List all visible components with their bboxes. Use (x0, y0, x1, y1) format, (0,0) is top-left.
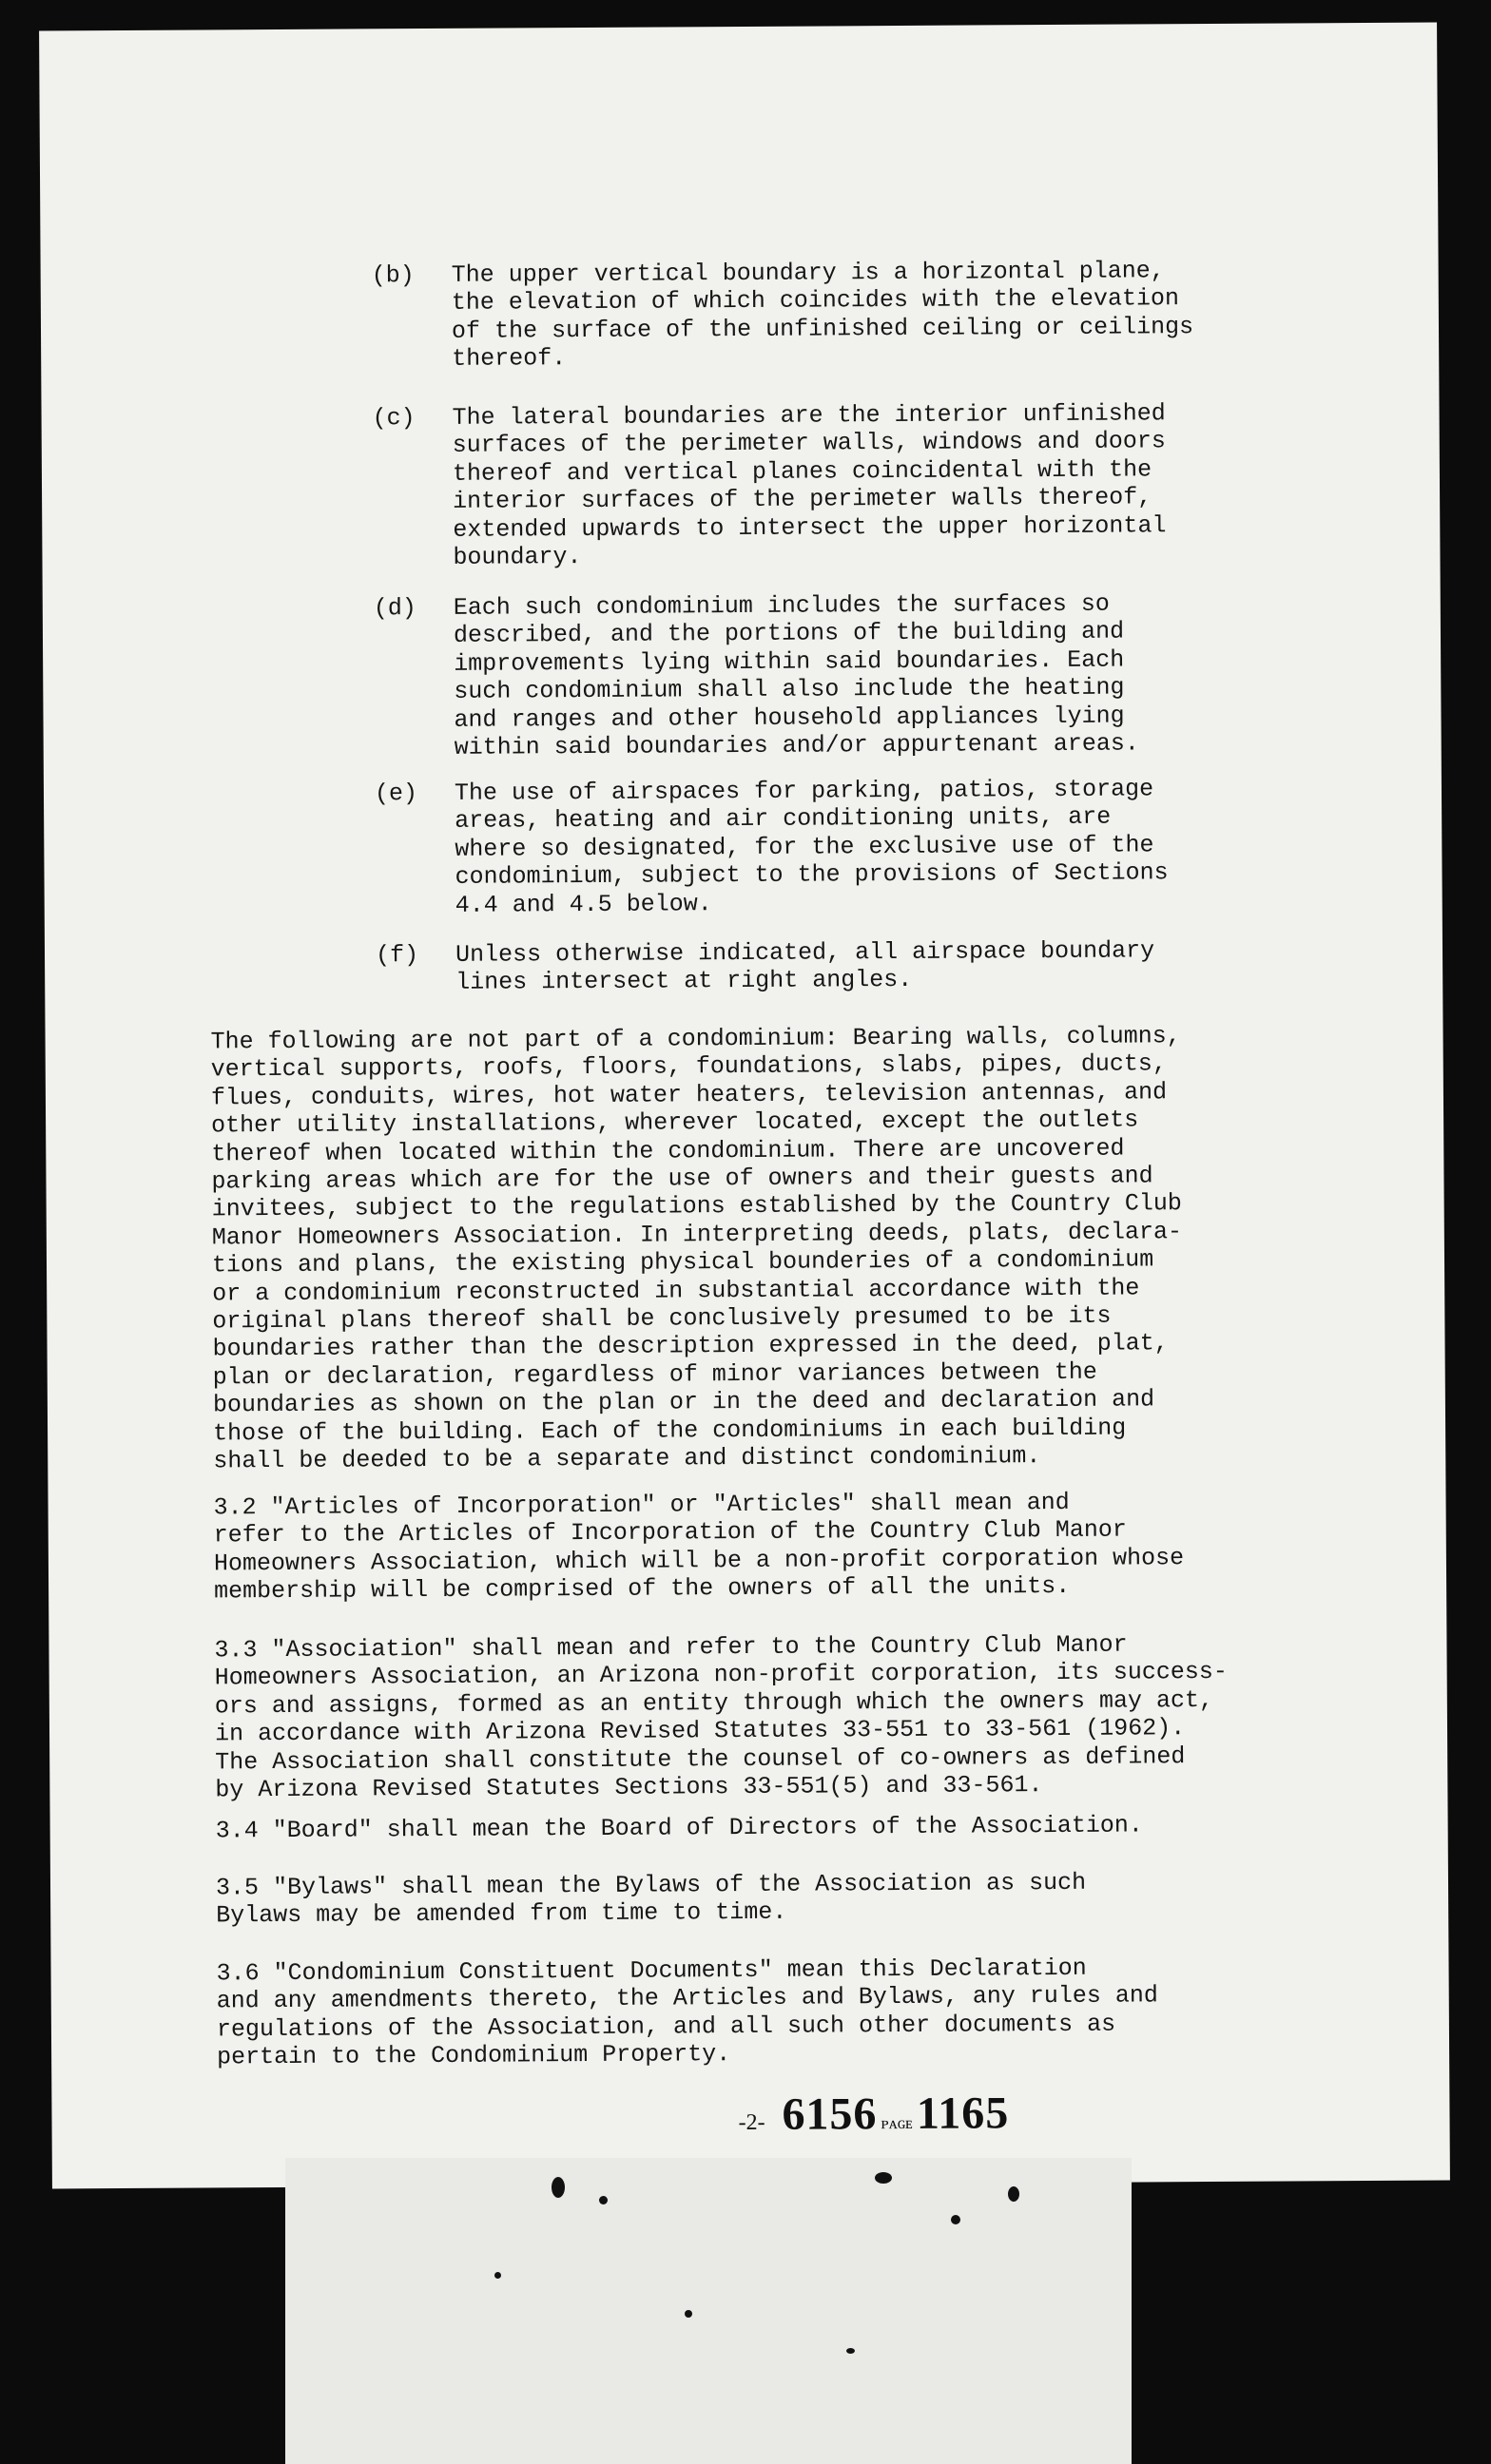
list-item (375, 774, 1326, 919)
item-label: (b) (371, 261, 415, 290)
list-item (372, 256, 1324, 374)
document-page (39, 23, 1450, 2189)
document-body (39, 23, 1437, 2140)
page-footer (738, 2088, 1010, 2140)
scan-speck (494, 2272, 501, 2279)
item-text: Each such condominium includes the surfaces so described, and the portions of the building and improvements lying within said boundaries. Each such condominium shall also include the heating and ranges and other household appliances lying within said boundaries and/or appurtenant areas. (453, 589, 1139, 761)
item-text: The use of airspaces for parking, patios, storage areas, heating and air conditioning units, are where so designated, for the exclusive use of the condominium, subject to the provisions of Sections 4.4 and 4.5 below. (454, 775, 1169, 919)
page-bottom-scan-area (285, 2158, 1132, 2464)
paragraph-3-5: 3.5 "Bylaws" shall mean the Bylaws of the Association as such Bylaws may be amended from time to time. (215, 1868, 1087, 1930)
item-text: The upper vertical boundary is a horizontal plane, the elevation of which coincides with the elevation of the surface of the unfinished ceiling or ceilings thereof. (451, 257, 1194, 374)
paragraph-3-6: 3.6 "Condominium Constituent Documents" mean this Declaration and any amendments thereto, the Articles and Bylaws, any rules and regulations of the Association, and all such other documents as pertain to the Condominium Property. (216, 1954, 1158, 2071)
list-item (376, 935, 1326, 997)
scan-speck (1008, 2186, 1019, 2202)
item-label: (d) (373, 594, 416, 623)
item-text: Unless otherwise indicated, all airspace boundary lines intersect at right angles. (455, 936, 1155, 997)
list-item (374, 588, 1326, 762)
docket-number: 6156 (782, 2089, 878, 2140)
list-item (372, 398, 1324, 572)
scan-speck (552, 2177, 565, 2198)
scan-speck (875, 2172, 892, 2184)
scan-speck (685, 2310, 692, 2318)
item-label: (c) (372, 404, 416, 433)
item-text: The lateral boundaries are the interior unfinished surfaces of the perimeter walls, windows and doors thereof and vertical planes coincidental with the interior surfaces of the perimeter walls thereof, extended upwards to intersect the upper horizontal boundary. (452, 399, 1167, 571)
paragraph-not-part-of-condominium: The following are not part of a condominium: Bearing walls, columns, vertical supports, roofs, floors, foundations, slabs, pipes, ducts, flues, conduits, wires, hot water heaters, television antennas, and other utility installations, wherever located, except the outlets thereof when located within the condominium. There are uncovered parking areas which are for the use of owners and their guests and invitees, subject to the regulations established by the Country Club Manor Homeowners Association. In interpreting deeds, plats, declara- tions and plans, the existing physical bounderies of a condominium or a condominium reconstructed in substantial accordance with the original plans thereof shall be conclusively presumed to be its boundaries rather than the description expressed in the deed, plat, plan or declaration, regardless of minor variances between the boundaries as shown on the plan or in the deed and declaration and those of the building. Each of the condominiums in each building shall be deeded to be a separate and distinct condominium. (210, 1022, 1183, 1475)
docket-separator: ᴘᴀɢᴇ (881, 2112, 914, 2133)
scan-speck (599, 2196, 608, 2204)
scan-speck (846, 2348, 855, 2354)
paragraph-3-3: 3.3 "Association" shall mean and refer to the Country Club Manor Homeowners Association, an Arizona non-profit corporation, its success- ors and assigns, formed as an entity through which the owners may act, in accordance with Arizona Revised Statutes 33-551 to 33-561 (1962). The Association shall constitute the counsel of co-owners as defined by Arizona Revised Statutes Sections 33-551(5) and 33-561. (214, 1630, 1228, 1804)
paragraph-3-4: 3.4 "Board" shall mean the Board of Directors of the Association. (215, 1811, 1143, 1845)
scan-speck (951, 2215, 960, 2224)
page-number: -2- (738, 2109, 765, 2136)
paragraph-3-2: 3.2 "Articles of Incorporation" or "Articles" shall mean and refer to the Articles of Incorporation of the Country Club Manor Homeowners Association, which will be a non-profit corporation whose membership will be comprised of the owners of all the units. (213, 1488, 1185, 1606)
docket-page: 1165 (916, 2088, 1010, 2139)
item-label: (e) (374, 780, 418, 808)
item-label: (f) (375, 941, 419, 970)
